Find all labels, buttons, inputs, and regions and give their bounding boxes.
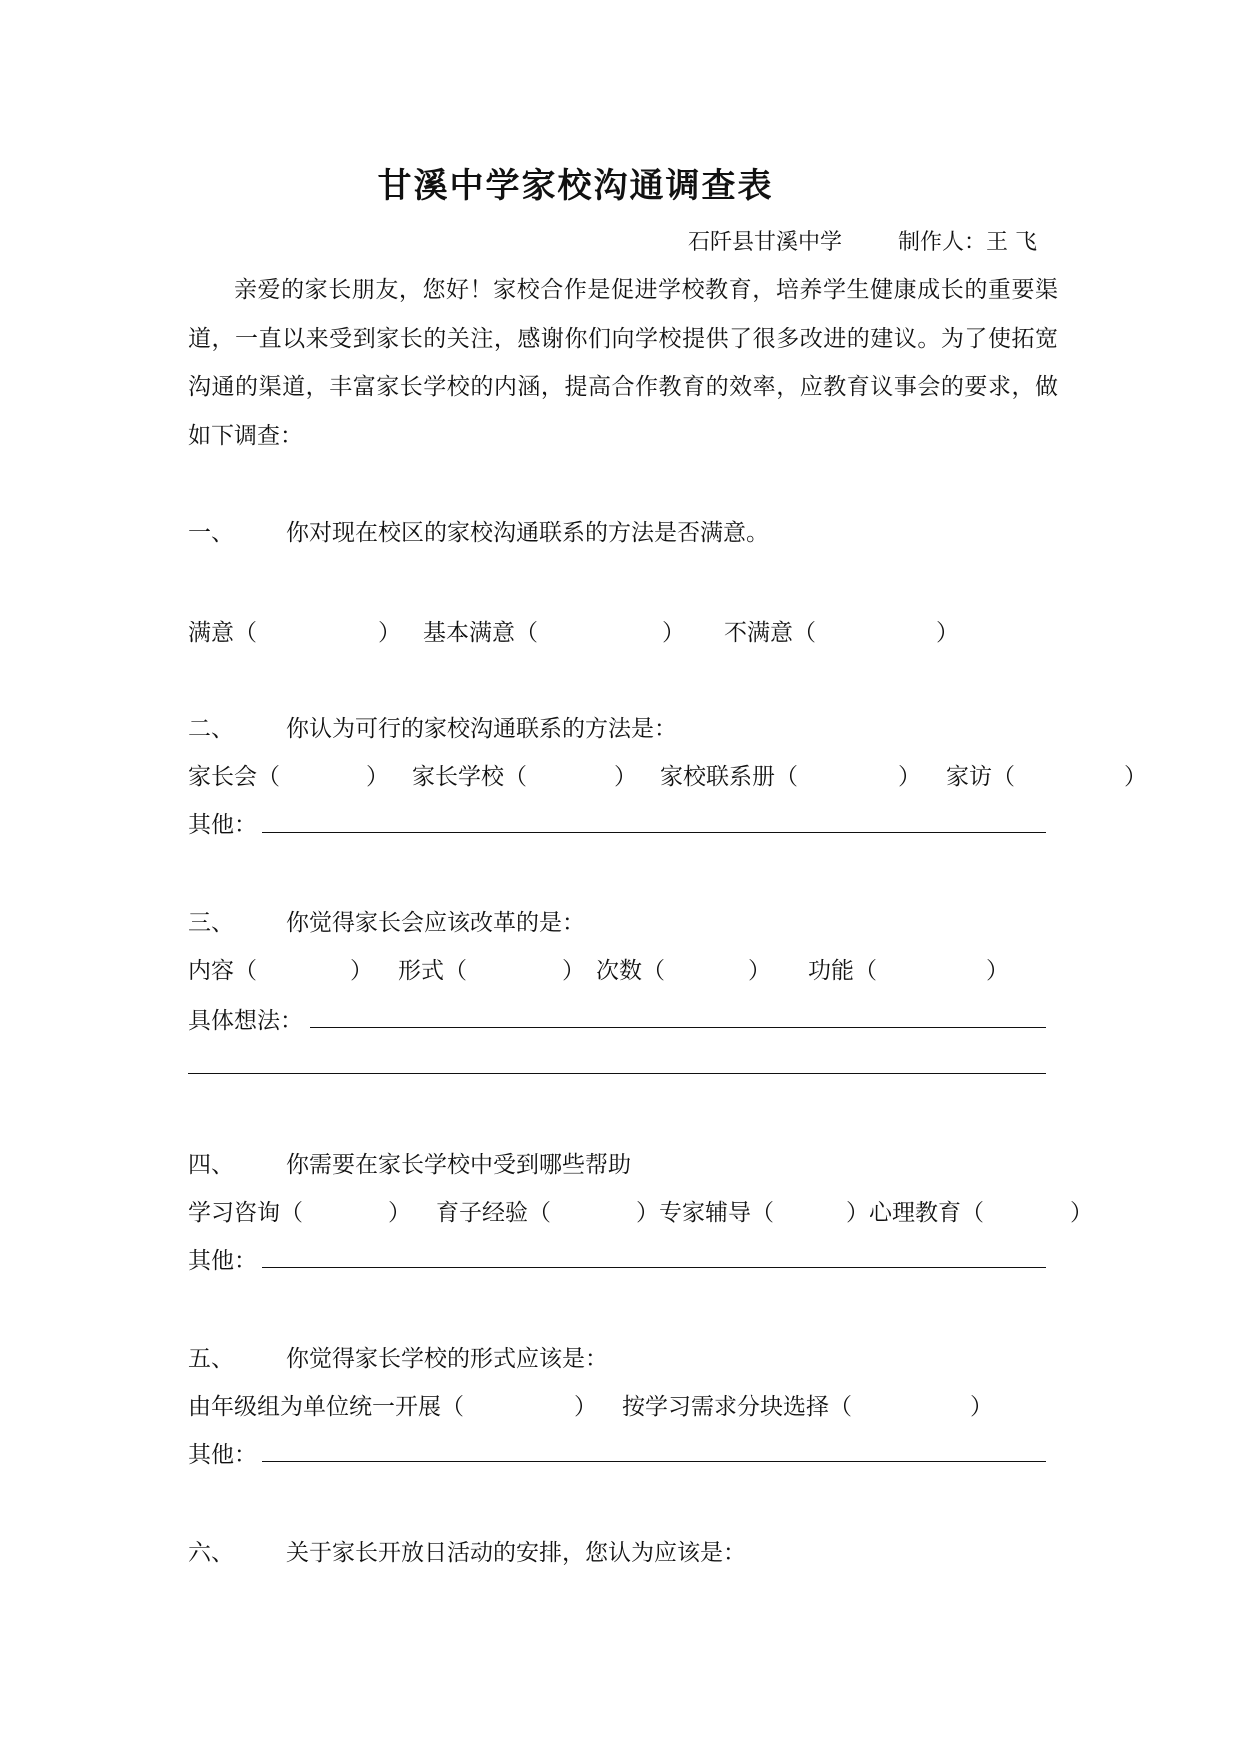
q3-option-paren-close: ） (986, 958, 1009, 984)
q2-other-input-line[interactable] (262, 832, 1046, 833)
q3-option-paren-close: ） (562, 958, 585, 984)
q2-option-parent-meeting[interactable]: 家长会（ (188, 764, 280, 790)
q2-option-paren-close: ） (366, 764, 389, 790)
q5-option-by-need[interactable]: 按学习需求分块选择（ (622, 1394, 852, 1420)
q2-number: 二、 (188, 716, 234, 742)
q3-ideas-label: 具体想法： (188, 1008, 303, 1034)
q4-other-label: 其他： (188, 1248, 257, 1274)
q5-option-paren-close: ） (574, 1394, 597, 1420)
q3-option-function[interactable]: 功能（ (808, 958, 877, 984)
q5-text: 你觉得家长学校的形式应该是： (286, 1346, 608, 1372)
page-title: 甘溪中学家校沟通调查表 (377, 166, 774, 206)
q3-option-frequency[interactable]: 次数（ (596, 958, 665, 984)
q1-option-paren-close: ） (936, 620, 959, 646)
q2-option-paren-close: ） (614, 764, 637, 790)
q5-other-label: 其他： (188, 1442, 257, 1468)
q3-number: 三、 (188, 910, 234, 936)
q4-text: 你需要在家长学校中受到哪些帮助 (286, 1152, 631, 1178)
q2-other-label: 其他： (188, 812, 257, 838)
q3-option-format[interactable]: 形式（ (398, 958, 467, 984)
q1-option-paren-close: ） (662, 620, 685, 646)
q4-other-input-line[interactable] (262, 1267, 1046, 1268)
q3-option-paren-close: ） (350, 958, 373, 984)
q6-text: 关于家长开放日活动的安排，您认为应该是： (286, 1540, 746, 1566)
q3-ideas-input-line[interactable] (310, 1027, 1046, 1028)
q4-option-expert-guidance[interactable]: ）专家辅导（ (636, 1200, 774, 1226)
q2-option-paren-close: ） (1124, 764, 1147, 790)
q1-option-not-satisfied[interactable]: 不满意（ (724, 620, 816, 646)
q2-option-parent-school[interactable]: 家长学校（ (412, 764, 527, 790)
q2-option-contact-book[interactable]: 家校联系册（ (660, 764, 798, 790)
q1-number: 一、 (188, 520, 234, 546)
q1-text: 你对现在校区的家校沟通联系的方法是否满意。 (286, 520, 769, 546)
q5-number: 五、 (188, 1346, 234, 1372)
q4-option-paren-close: ） (1070, 1200, 1093, 1226)
intro-paragraph: 亲爱的家长朋友，您好！家校合作是促进学校教育，培养学生健康成长的重要渠道，一直以来受到家长的关注，感谢你们向学校提供了很多改进的建议。为了使拓宽沟通的渠道，丰富家长学校的内涵，提高合作教育的效率，应教育议事会的要求，做如下调查： (188, 277, 1058, 449)
author-label: 制作人：王 飞 (898, 230, 1037, 255)
q1-option-satisfied[interactable]: 满意（ (188, 620, 257, 646)
q5-other-input-line[interactable] (262, 1461, 1046, 1462)
q3-text: 你觉得家长会应该改革的是： (286, 910, 585, 936)
q4-option-study-advice[interactable]: 学习咨询（ (188, 1200, 303, 1226)
school-name: 石阡县甘溪中学 (688, 230, 843, 255)
q2-option-paren-close: ） (898, 764, 921, 790)
q3-option-content[interactable]: 内容（ (188, 958, 257, 984)
q5-option-paren-close: ） (970, 1394, 993, 1420)
q3-ideas-input-line-2[interactable] (188, 1073, 1046, 1074)
q4-option-paren-close: ） (388, 1200, 411, 1226)
q6-number: 六、 (188, 1540, 234, 1566)
q5-option-grade-unified[interactable]: 由年级组为单位统一开展（ (188, 1394, 464, 1420)
q3-option-paren-close: ） (748, 958, 771, 984)
q4-option-psych-education[interactable]: ）心理教育（ (846, 1200, 984, 1226)
q4-number: 四、 (188, 1152, 234, 1178)
q1-option-basically-satisfied[interactable]: 基本满意（ (423, 620, 538, 646)
q4-option-parenting-experience[interactable]: 育子经验（ (436, 1200, 551, 1226)
q2-text: 你认为可行的家校沟通联系的方法是： (286, 716, 677, 742)
q1-option-paren-close: ） (378, 620, 401, 646)
q2-option-home-visit[interactable]: 家访（ (946, 764, 1015, 790)
